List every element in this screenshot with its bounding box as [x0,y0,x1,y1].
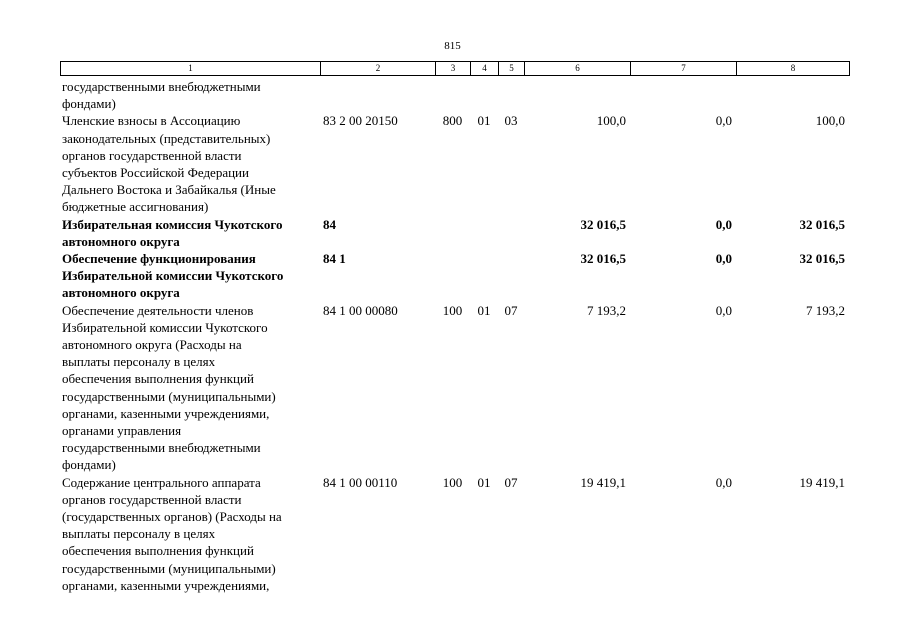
header-col-2: 2 [321,62,436,76]
row-value-7: 0,0 [715,216,732,232]
row-description: Членские взносы в Ассоциацию законодательных (представительных) органов государственной власти субъектов Российской Федерации Дальнего Востока и Забайкалья (Иные бюджетные ассигнования) [62,113,276,215]
row-value-6: 7 193,2 [587,302,626,318]
header-col-3: 3 [436,62,471,76]
row-value-8: 100,0 [815,113,845,129]
row-col-3: 100 [442,474,463,490]
row-description: Содержание центрального аппарата органов государственной власти (государственных органов) (Расходы на выплаты персоналу в целях обеспечения выполнения функций государственными (муниципальными) органами, казенными учреждениями, [62,474,282,593]
table-row [60,250,849,302]
row-value-6: 32 016,5 [580,216,626,232]
row-value-8: 7 193,2 [806,302,845,318]
row-col-4: 01 [477,474,491,490]
row-col-3 [435,216,470,250]
table-row [60,302,849,474]
header-col-7: 7 [631,62,737,76]
row-value-8: 19 419,1 [799,474,845,490]
row-col-4: 01 [477,113,491,129]
row-value-8 [736,78,849,112]
table-header [60,61,850,76]
row-col-5 [498,216,524,250]
row-value-6: 32 016,5 [580,251,626,267]
row-code: 84 1 00 00110 [323,474,398,490]
row-col-5 [498,78,524,112]
row-col-4 [470,78,498,112]
row-description: государственными внебюджетными фондами) [62,79,261,112]
table-row [60,112,849,215]
row-description: Обеспечение деятельности членов Избирательной комиссии Чукотского автономного округа (Расходы на выплаты персоналу в целях обеспечения выполнения функций государственными (муниципальными) органами, казенными учреждениями, органами управления государственными внебюджетными фондами) [62,302,276,473]
header-col-4: 4 [471,62,499,76]
row-value-7: 0,0 [715,302,732,318]
table-row [60,474,849,594]
header-col-5: 5 [499,62,525,76]
row-col-5: 07 [504,302,518,318]
row-col-3: 800 [442,113,463,129]
row-col-4 [470,250,498,302]
row-value-8: 32 016,5 [799,251,845,267]
row-code: 84 1 [323,251,346,267]
row-code: 83 2 00 20150 [323,113,398,129]
header-col-6: 6 [525,62,631,76]
row-col-3: 100 [442,302,463,318]
row-code [320,78,435,112]
page-number: 815 [444,40,461,52]
row-value-7: 0,0 [715,474,732,490]
row-description: Обеспечение функционирования Избирательной комиссии Чукотского автономного округа [62,251,284,301]
row-value-7: 0,0 [715,113,732,129]
row-value-6 [524,78,630,112]
row-col-3 [435,78,470,112]
row-value-6: 19 419,1 [580,474,626,490]
row-col-4 [470,216,498,250]
row-description: Избирательная комиссия Чукотского автономного округа [62,216,283,249]
row-code: 84 1 00 00080 [323,302,398,318]
row-value-8: 32 016,5 [799,216,845,232]
row-col-5 [498,250,524,302]
row-value-7: 0,0 [715,251,732,267]
table-row [60,78,849,112]
row-code: 84 [323,216,336,232]
row-col-4: 01 [477,302,491,318]
header-col-8: 8 [737,62,850,76]
header-col-1: 1 [61,62,321,76]
row-value-7 [630,78,736,112]
row-col-5: 07 [504,474,518,490]
row-value-6: 100,0 [596,113,626,129]
table-row [60,216,849,250]
row-col-5: 03 [504,113,518,129]
row-col-3 [435,250,470,302]
budget-table [60,78,849,594]
